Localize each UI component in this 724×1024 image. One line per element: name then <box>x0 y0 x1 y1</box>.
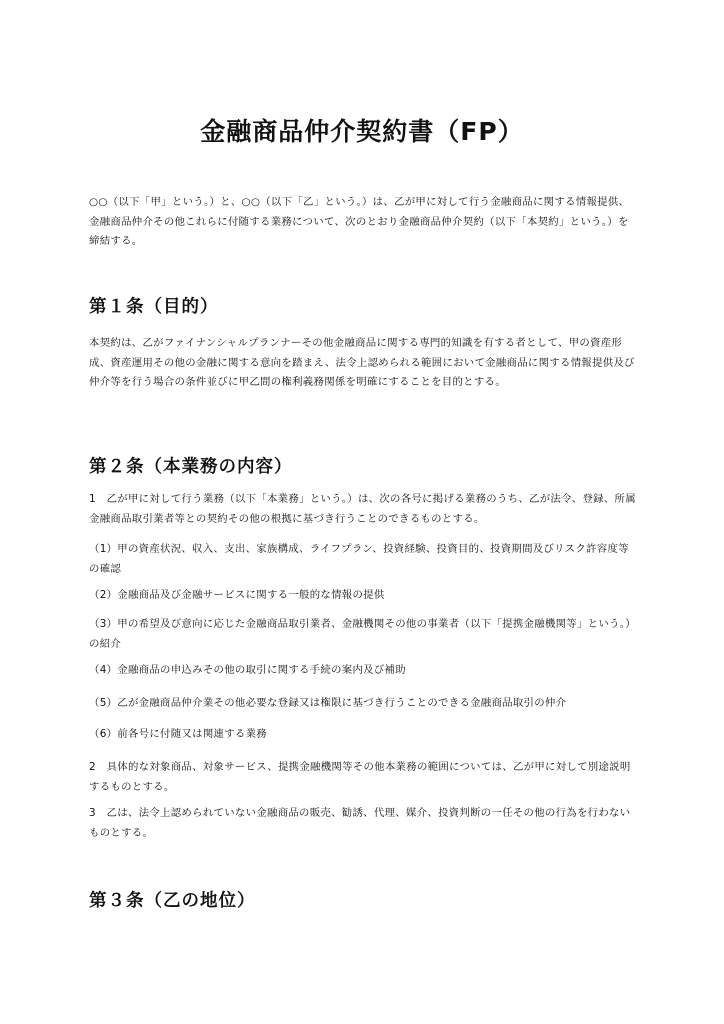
article-2-item-5: （5）乙が金融商品仲介業その他必要な登録又は権限に基づき行うことのできる金融商品取引の仲介 <box>89 697 567 709</box>
article-2-heading: 第２条（本業務の内容） <box>89 457 293 477</box>
article-2-item-6-block <box>89 725 637 745</box>
preamble <box>89 193 637 252</box>
preamble-text: ○○（以下「甲」という。）と、○○（以下「乙」という。）は、乙が甲に対して行う金融商品に関する情報提供、金融商品仲介その他これらに付随する業務について、次のとおり金融商品仲介契約（以下「本契約」という。）を締結する。 <box>89 196 630 247</box>
article-1-heading: 第１条（目的） <box>89 297 219 317</box>
article-2-item-5-block <box>89 694 637 714</box>
article-1-body <box>89 334 637 393</box>
article-2-paragraph-2: 2 具体的な対象商品、対象サービス、提携金融機関等その他本業務の範囲については、乙が甲に対して別途説明するものとする。 <box>89 761 631 793</box>
article-2-paragraph-3-block <box>89 804 637 843</box>
article-2-item-2-block <box>89 586 637 606</box>
article-2-paragraph-3: 3 乙は、法令上認められていない金融商品の販売、勧誘、代理、媒介、投資判断の一任その他の行為を行わないものとする。 <box>89 807 631 839</box>
article-2-item-3-block <box>89 615 637 654</box>
article-2-item-2: （2）金融商品及び金融サービスに関する一般的な情報の提供 <box>89 589 385 601</box>
article-2-paragraph-1-block <box>89 490 637 529</box>
article-3-heading: 第３条（乙の地位） <box>89 891 256 911</box>
article-2-item-6: （6）前各号に付随又は関連する業務 <box>89 728 267 740</box>
article-2-item-1-block <box>89 540 637 579</box>
article-1-paragraph-1: 本契約は、乙がファイナンシャルプランナーその他金融商品に関する専門的知識を有する者として、甲の資産形成、資産運用その他の金融に関する意向を踏まえ、法令上認められる範囲において金融商品に関する情報提供及び仲介等を行う場合の条件並びに甲乙間の権利義務関係を明確にすることを目的とする。 <box>89 337 635 388</box>
document-title: 金融商品仲介契約書（FP） <box>200 117 524 146</box>
article-2-paragraph-1: 1 乙が甲に対して行う業務（以下「本業務」という。）は、次の各号に掲げる業務のうち、乙が法令、登録、所属金融商品取引業者等との契約その他の根拠に基づき行うことのできるものとする。 <box>89 493 636 525</box>
article-2-paragraph-2-block <box>89 758 637 797</box>
article-2-item-3: （3）甲の希望及び意向に応じた金融商品取引業者、金融機関その他の事業者（以下「提携金融機関等」という。）の紹介 <box>89 618 636 650</box>
article-2-item-1: （1）甲の資産状況、収入、支出、家族構成、ライフプラン、投資経験、投資目的、投資期間及びリスク許容度等の確認 <box>89 543 629 575</box>
article-2-item-4: （4）金融商品の申込みその他の取引に関する手続の案内及び補助 <box>89 664 406 676</box>
article-2-item-4-block <box>89 661 637 681</box>
